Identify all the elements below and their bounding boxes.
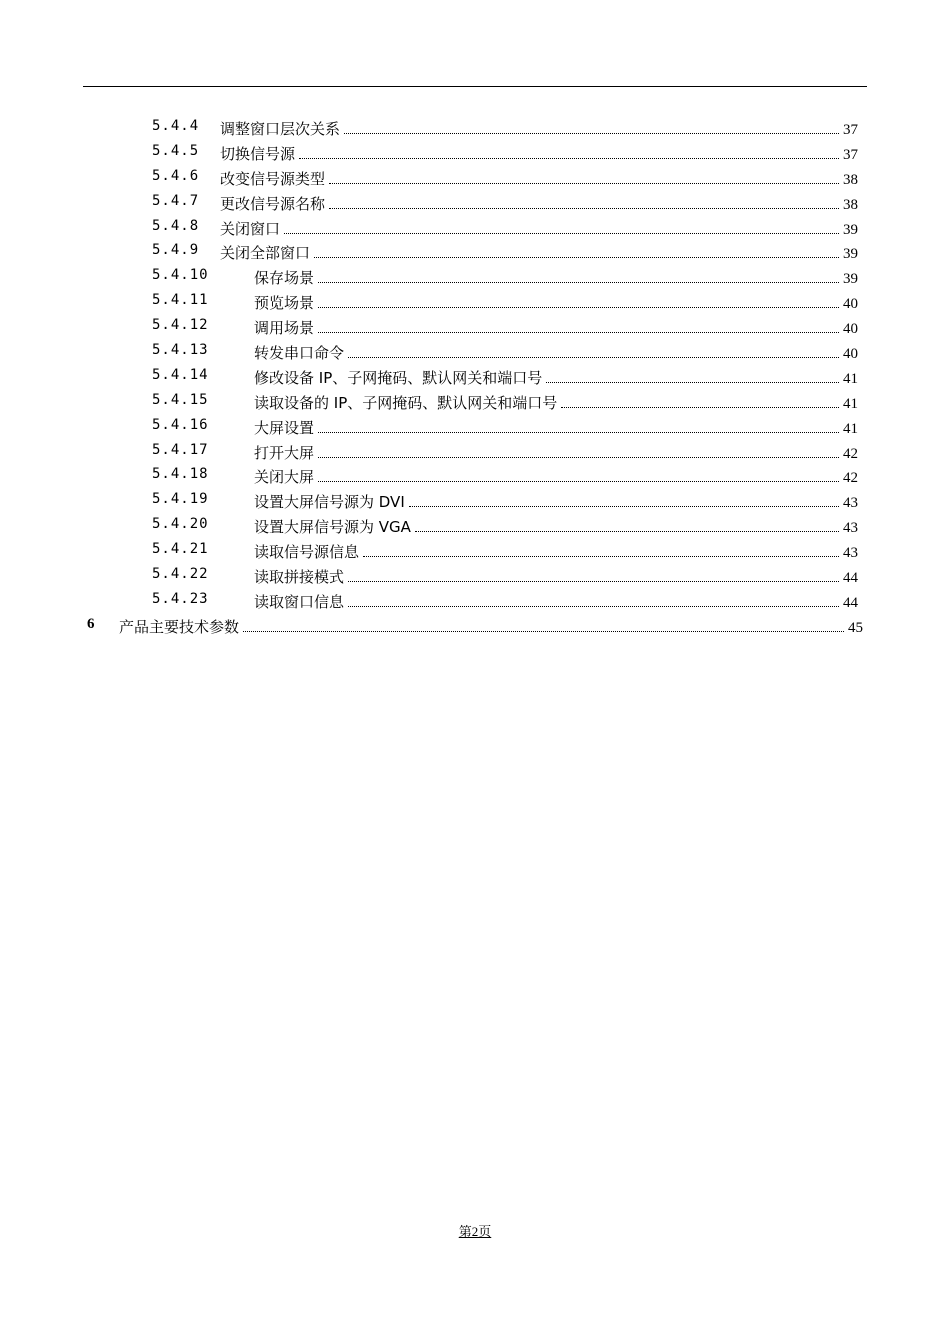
toc-entry[interactable] — [0, 265, 950, 290]
toc-entry-number: 5.4.16 — [152, 416, 209, 433]
toc-entry-number: 5.4.5 — [152, 142, 200, 159]
toc-entry-title: 关闭窗口 — [220, 219, 281, 238]
toc-entry-number: 5.4.23 — [152, 590, 209, 607]
toc-entry-number: 5.4.6 — [152, 167, 200, 184]
toc-entry-title: 保存场景 — [254, 269, 315, 288]
toc-entry-title: 改变信号源类型 — [220, 169, 326, 188]
toc-entry-number: 5.4.19 — [152, 491, 209, 508]
toc-entry-number: 5.4.4 — [152, 118, 200, 134]
leader-dots — [344, 133, 839, 134]
toc-entry-title: 设置大屏信号源为 DVI — [254, 493, 405, 512]
toc-entry-page: 40 — [843, 296, 858, 313]
leader-dots — [561, 407, 839, 408]
toc-entry-title: 修改设备 IP、子网掩码、默认网关和端口号 — [254, 368, 543, 387]
toc-entry-title: 切换信号源 — [220, 144, 296, 163]
toc-entry-page: 39 — [843, 271, 858, 288]
toc-entry-title: 关闭大屏 — [254, 468, 315, 487]
toc-entry-page: 43 — [843, 520, 858, 537]
toc-chapter-entry[interactable] — [0, 614, 950, 639]
toc-entry[interactable] — [0, 340, 950, 365]
toc-entry[interactable] — [0, 415, 950, 440]
toc-entry[interactable] — [0, 240, 950, 265]
toc-entry-title: 调用场景 — [254, 319, 315, 338]
toc-entry[interactable] — [0, 440, 950, 465]
toc-entry-page: 37 — [843, 122, 858, 138]
leader-dots — [348, 357, 839, 358]
page-footer — [0, 1221, 950, 1240]
toc-entry-page: 44 — [843, 570, 858, 587]
toc-entry-title: 关闭全部窗口 — [220, 244, 311, 263]
leader-dots — [318, 481, 839, 482]
toc-entry-number: 5.4.22 — [152, 566, 209, 583]
toc-entry-number: 5.4.7 — [152, 192, 200, 209]
toc-entry-title: 读取窗口信息 — [254, 592, 345, 611]
toc-entry-number: 5.4.9 — [152, 242, 200, 259]
toc-entry-title: 读取设备的 IP、子网掩码、默认网关和端口号 — [254, 393, 558, 412]
header-rule — [83, 86, 867, 87]
toc-entry[interactable] — [0, 539, 950, 564]
toc-entry-page: 43 — [843, 545, 858, 562]
toc-chapter-number: 6 — [87, 615, 95, 632]
leader-dots — [348, 581, 839, 582]
toc-entry-number: 5.4.11 — [152, 292, 209, 309]
leader-dots — [318, 457, 839, 458]
toc-entry[interactable] — [0, 166, 950, 191]
toc-entry-page: 38 — [843, 171, 858, 188]
toc-entry-page: 43 — [843, 495, 858, 512]
leader-dots — [318, 307, 839, 308]
toc-entry[interactable] — [0, 589, 950, 614]
toc-entry-page: 38 — [843, 196, 858, 213]
toc-entry[interactable] — [0, 489, 950, 514]
table-of-contents — [0, 116, 950, 639]
toc-entry[interactable] — [0, 116, 950, 141]
toc-entry-page: 41 — [843, 420, 858, 437]
toc-chapter-title: 产品主要技术参数 — [119, 617, 240, 636]
toc-entry-page: 39 — [843, 246, 858, 263]
toc-entry-number: 5.4.21 — [152, 541, 209, 558]
toc-entry-number: 5.4.17 — [152, 441, 209, 458]
leader-dots — [329, 183, 839, 184]
toc-entry-page: 37 — [843, 146, 858, 163]
toc-entry-number: 5.4.18 — [152, 466, 209, 483]
toc-entry-page: 42 — [843, 470, 858, 487]
leader-dots — [284, 233, 839, 234]
leader-dots — [546, 382, 839, 383]
toc-entry-title: 更改信号源名称 — [220, 194, 326, 213]
toc-entry-title: 转发串口命令 — [254, 344, 345, 363]
toc-entry-page: 42 — [843, 445, 858, 462]
leader-dots — [329, 208, 839, 209]
toc-entry-title: 预览场景 — [254, 294, 315, 313]
leader-dots — [363, 556, 839, 557]
leader-dots — [409, 506, 839, 507]
toc-entry-page: 40 — [843, 346, 858, 363]
leader-dots — [318, 432, 839, 433]
toc-entry[interactable] — [0, 290, 950, 315]
toc-entry-title: 设置大屏信号源为 VGA — [254, 518, 411, 537]
toc-entry-number: 5.4.14 — [152, 366, 209, 383]
toc-entry[interactable] — [0, 514, 950, 539]
toc-entry[interactable] — [0, 315, 950, 340]
toc-entry-number: 5.4.15 — [152, 391, 209, 408]
toc-entry[interactable] — [0, 141, 950, 166]
leader-dots — [348, 606, 839, 607]
leader-dots — [318, 282, 839, 283]
leader-dots — [243, 631, 844, 632]
leader-dots — [318, 332, 839, 333]
toc-entry-page: 41 — [843, 395, 858, 412]
leader-dots — [415, 531, 839, 532]
toc-entry-page: 41 — [843, 370, 858, 387]
toc-entry-number: 5.4.8 — [152, 217, 200, 234]
toc-entry-title: 打开大屏 — [254, 443, 315, 462]
leader-dots — [299, 158, 839, 159]
toc-entry[interactable] — [0, 390, 950, 415]
toc-entry[interactable] — [0, 191, 950, 216]
toc-entry-title: 读取信号源信息 — [254, 543, 360, 562]
toc-entry-title: 读取拼接模式 — [254, 568, 345, 587]
toc-chapter-page: 45 — [848, 619, 863, 636]
toc-entry-page: 44 — [843, 594, 858, 611]
toc-entry-number: 5.4.12 — [152, 317, 209, 334]
toc-entry[interactable] — [0, 564, 950, 589]
toc-entry-number: 5.4.13 — [152, 342, 209, 359]
toc-entry-title: 调整窗口层次关系 — [220, 120, 341, 138]
page-number: 第2页 — [458, 1224, 492, 1239]
toc-entry-number: 5.4.20 — [152, 516, 209, 533]
toc-entry[interactable] — [0, 216, 950, 241]
toc-entry[interactable] — [0, 365, 950, 390]
toc-entry-number: 5.4.10 — [152, 267, 209, 284]
leader-dots — [314, 257, 839, 258]
toc-entry[interactable] — [0, 464, 950, 489]
toc-entry-page: 39 — [843, 221, 858, 238]
toc-entry-title: 大屏设置 — [254, 418, 315, 437]
toc-entry-page: 40 — [843, 321, 858, 338]
